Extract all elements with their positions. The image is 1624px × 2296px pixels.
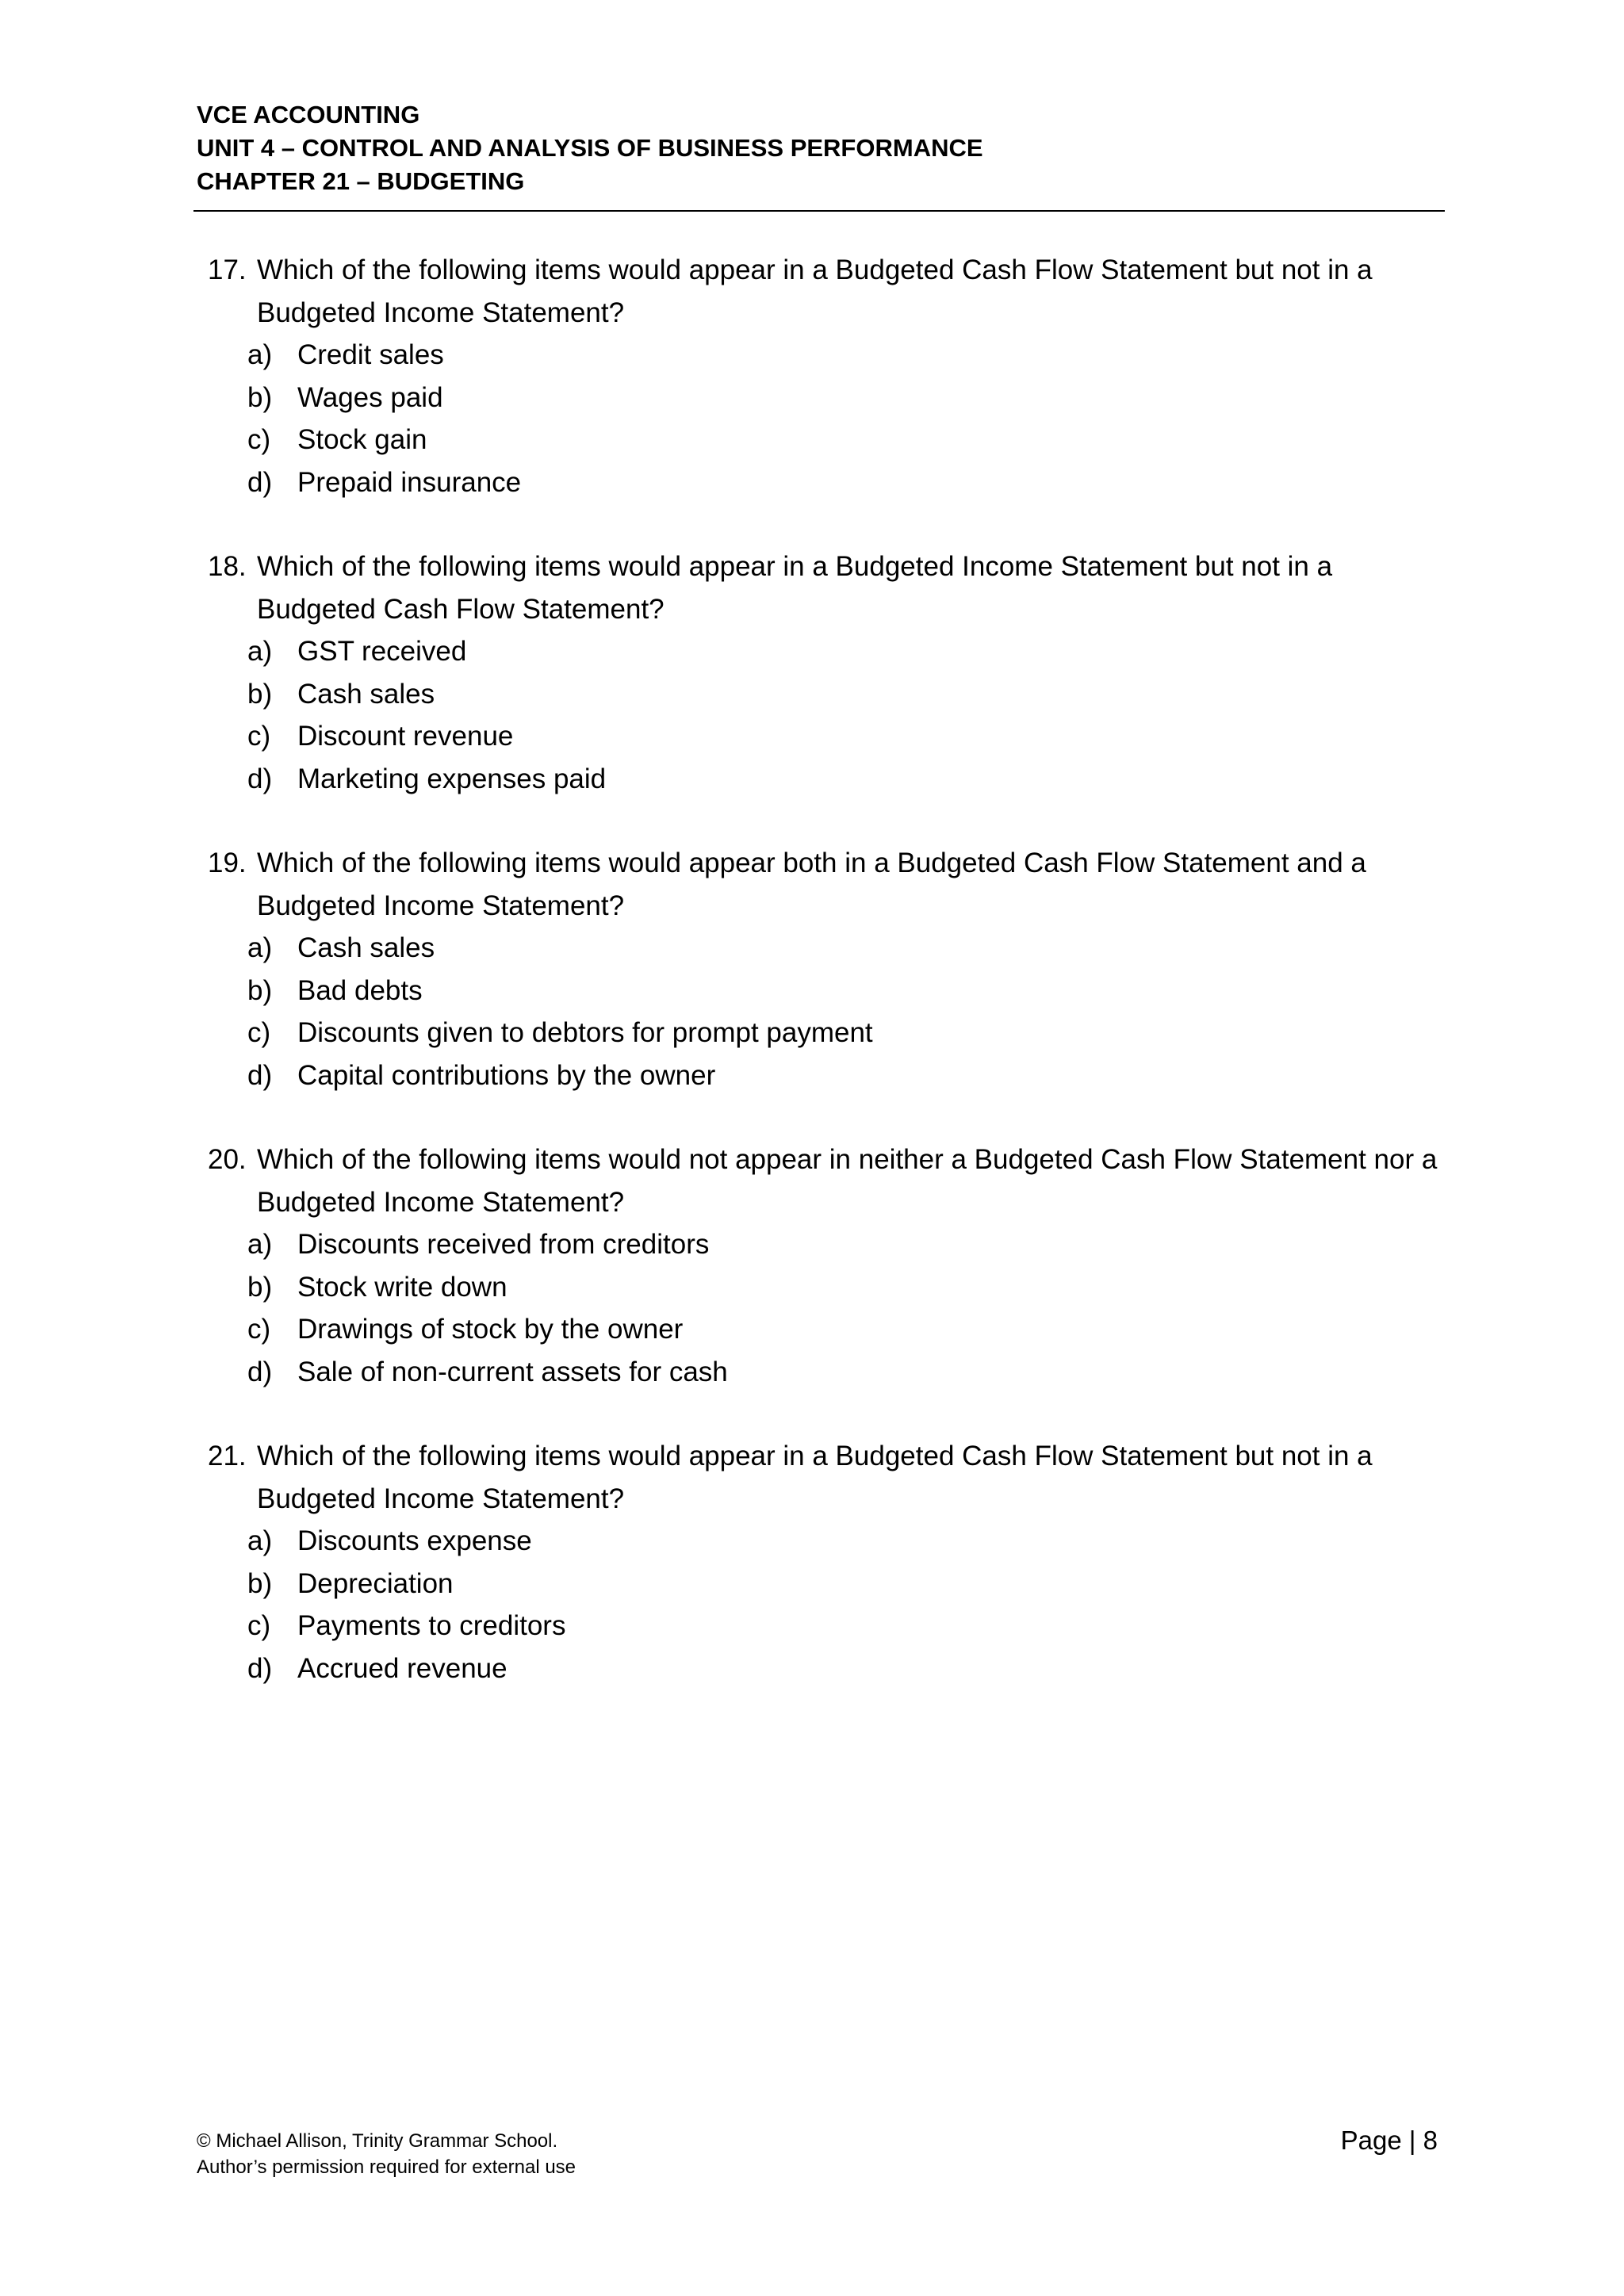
page-header: [197, 98, 1442, 198]
option-b: [208, 1563, 1445, 1605]
question-number: 21.: [208, 1441, 247, 1471]
option-b: [208, 1266, 1445, 1309]
option-c: [208, 1308, 1445, 1351]
question-text: Which of the following items would appear in a Budgeted Cash Flow Statement but not in a Budgeted Income Statement?: [257, 254, 1373, 328]
option-letter: c): [247, 721, 271, 752]
option-letter: c): [247, 1610, 271, 1641]
option-a: [208, 334, 1445, 377]
option-letter: c): [247, 1017, 271, 1048]
option-c: [208, 1012, 1445, 1054]
option-list: [208, 630, 1445, 800]
option-text: Bad debts: [297, 974, 423, 1006]
option-text: Depreciation: [297, 1567, 454, 1599]
option-letter: c): [247, 1314, 271, 1345]
question-text: Which of the following items would appear both in a Budgeted Cash Flow Statement and a Budgeted Income Statement?: [257, 848, 1366, 921]
question-list: [208, 249, 1445, 1732]
option-text: Stock write down: [297, 1271, 508, 1303]
copyright-notice: © Michael Allison, Trinity Grammar School.: [197, 2130, 558, 2152]
option-c: [208, 419, 1445, 461]
question-text: Which of the following items would not appear in neither a Budgeted Cash Flow Statement nor a Budgeted Income Statement?: [257, 1144, 1438, 1218]
option-d: [208, 1647, 1445, 1690]
option-letter: b): [247, 1567, 273, 1599]
option-text: Capital contributions by the owner: [297, 1059, 716, 1091]
option-letter: a): [247, 932, 273, 963]
question-20: [208, 1138, 1445, 1393]
option-letter: d): [247, 466, 273, 498]
option-b: [208, 673, 1445, 716]
question-text: Which of the following items would appear in a Budgeted Cash Flow Statement but not in a Budgeted Income Statement?: [257, 1441, 1373, 1514]
page-number: Page | 8: [1340, 2126, 1438, 2155]
option-text: Cash sales: [297, 932, 435, 963]
option-a: [208, 927, 1445, 970]
question-stem: [208, 545, 1445, 630]
option-text: Discounts given to debtors for prompt payment: [297, 1017, 873, 1048]
unit-title: UNIT 4 – CONTROL AND ANALYSIS OF BUSINESS PERFORMANCE: [197, 134, 983, 162]
option-letter: d): [247, 1356, 273, 1387]
question-number: 19.: [208, 848, 247, 878]
option-text: GST received: [297, 636, 467, 667]
question-stem: [208, 249, 1445, 334]
option-a: [208, 1223, 1445, 1266]
option-text: Discount revenue: [297, 721, 514, 752]
option-text: Accrued revenue: [297, 1652, 508, 1684]
option-text: Drawings of stock by the owner: [297, 1314, 684, 1345]
option-letter: a): [247, 1525, 273, 1556]
option-d: [208, 461, 1445, 504]
question-text: Which of the following items would appear in a Budgeted Income Statement but not in a Budgeted Cash Flow Statement?: [257, 551, 1333, 625]
question-19: [208, 842, 1445, 1096]
chapter-title: CHAPTER 21 – BUDGETING: [197, 167, 525, 195]
option-list: [208, 334, 1445, 503]
option-list: [208, 1223, 1445, 1393]
option-letter: c): [247, 424, 271, 455]
option-text: Stock gain: [297, 424, 427, 455]
footer-credits: [197, 2128, 576, 2180]
question-stem: [208, 842, 1445, 927]
option-text: Marketing expenses paid: [297, 763, 607, 794]
question-18: [208, 545, 1445, 800]
question-number: 20.: [208, 1144, 247, 1175]
option-text: Wages paid: [297, 381, 443, 413]
question-stem: [208, 1435, 1445, 1520]
option-letter: b): [247, 678, 273, 710]
option-letter: a): [247, 339, 273, 370]
option-letter: d): [247, 763, 273, 794]
option-text: Discounts expense: [297, 1525, 532, 1556]
option-text: Credit sales: [297, 339, 444, 370]
option-d: [208, 758, 1445, 801]
option-list: [208, 927, 1445, 1096]
option-text: Prepaid insurance: [297, 466, 522, 498]
option-c: [208, 715, 1445, 758]
option-letter: a): [247, 636, 273, 667]
option-a: [208, 1520, 1445, 1563]
option-a: [208, 630, 1445, 673]
question-17: [208, 249, 1445, 503]
option-c: [208, 1605, 1445, 1647]
option-b: [208, 377, 1445, 419]
option-letter: d): [247, 1652, 273, 1684]
option-text: Discounts received from creditors: [297, 1229, 710, 1260]
header-divider: [193, 210, 1445, 212]
option-text: Sale of non-current assets for cash: [297, 1356, 728, 1387]
question-number: 18.: [208, 551, 247, 582]
question-stem: [208, 1138, 1445, 1223]
option-letter: b): [247, 1271, 273, 1303]
option-b: [208, 970, 1445, 1012]
option-list: [208, 1520, 1445, 1689]
question-number: 17.: [208, 254, 247, 285]
option-text: Cash sales: [297, 678, 435, 710]
course-title: VCE ACCOUNTING: [197, 101, 420, 128]
question-21: [208, 1435, 1445, 1689]
option-letter: b): [247, 381, 273, 413]
option-d: [208, 1054, 1445, 1097]
option-letter: b): [247, 974, 273, 1006]
option-letter: d): [247, 1059, 273, 1091]
option-text: Payments to creditors: [297, 1610, 566, 1641]
option-letter: a): [247, 1229, 273, 1260]
permission-notice: Author’s permission required for external use: [197, 2156, 576, 2178]
option-d: [208, 1351, 1445, 1394]
